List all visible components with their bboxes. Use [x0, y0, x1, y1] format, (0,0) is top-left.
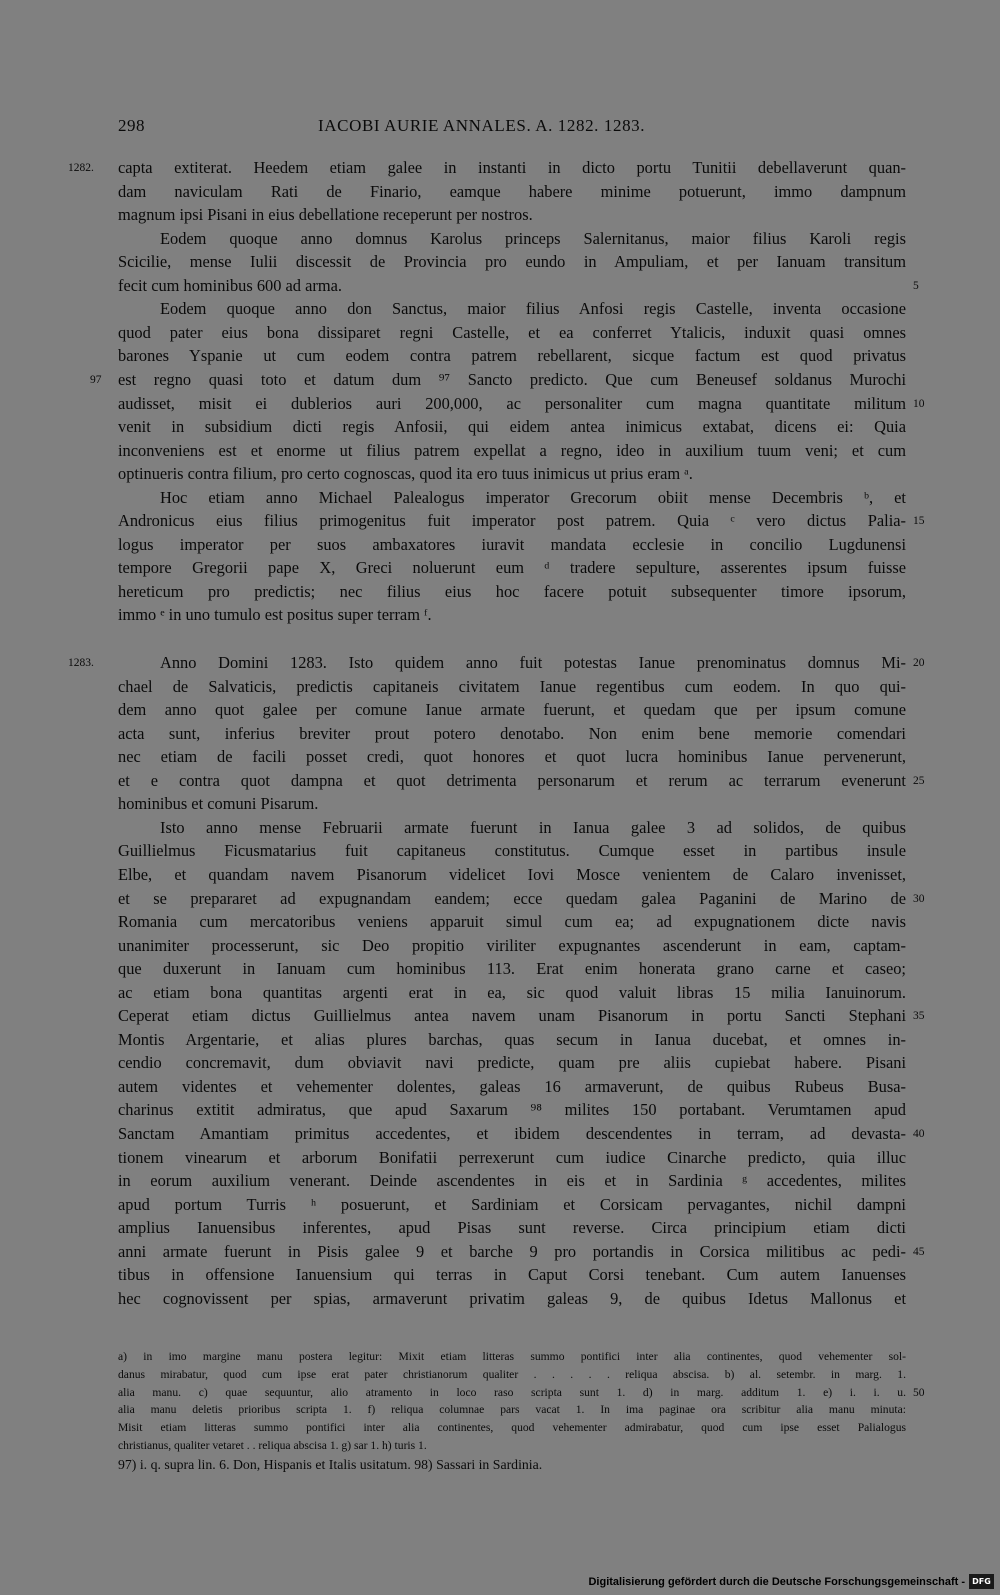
line-number: 10 [913, 397, 925, 410]
text-line: Isto anno mense Februarii armate fuerunt in Ianua galee 3 ad solidos, de quibus [160, 817, 906, 837]
text-line: Montis Argentarie, et alias plures barchas, quas secum in Ianua ducebat, et omnes in- [118, 1029, 906, 1049]
text-line: apud portum Turris ʰ posuerunt, et Sardiniam et Corsicam pervagantes, nichil dampni [118, 1194, 906, 1214]
year-marginal: 1282. [68, 162, 94, 174]
footer-credit: Digitalisierung gefördert durch die Deutsche Forschungsgemeinschaft - [588, 1576, 965, 1588]
line-number: 30 [913, 892, 925, 905]
editor-notes: 97) i. q. supra lin. 6. Don, Hispanis et Italis usitatum. 98) Sassari in Sardinia. [118, 1457, 543, 1472]
text-line: immo ᵉ in uno tumulo est positus super terram ᶠ. [118, 605, 432, 625]
text-line: quod pater eius bona dissiparet regni Castelle, et ea conferret Ytalicis, induxit quasi omnes [118, 322, 906, 342]
text-line: logus imperator per suos ambaxatores iuravit mandata ecclesie in concilio Lugdunensi [118, 534, 906, 554]
line-number: 40 [913, 1128, 925, 1140]
text-line: hec cognovissent per spias, armaverunt privatim galeas 9, de quibus Idetus Mallonus et [118, 1288, 906, 1308]
text-line: tionem vinearum et arborum Bonifatii perrexerunt cum iudice Cinarche predicto, quia illuc [118, 1147, 906, 1167]
footnote-line: Misit etiam litteras summo pontifici inter alia continentes, quod vehementer admirabatur, quod cum ipse esset Palialogus [118, 1421, 906, 1435]
text-line: dem anno quot galee per comune Ianue armate fuerunt, et quedam que per ipsum comune [118, 700, 906, 720]
text-line: Ceperat etiam dictus Guillielmus antea navem unam Pisanorum in portu Sancti Stephani [118, 1006, 906, 1026]
line-number: 25 [913, 774, 925, 787]
text-line: inconveniens est et enorme ut filius patrem expellat a regno, ideo in auxilium tuum veni; et cum [118, 440, 906, 460]
text-line: Eodem quoque anno don Sanctus, maior filius Anfosi regis Castelle, inventa occasione [160, 299, 906, 319]
line-number: 45 [913, 1245, 925, 1258]
dfg-logo-icon: DFG [969, 1574, 994, 1589]
line-number: 35 [913, 1010, 925, 1023]
text-line: Guillielmus Ficusmatarius fuit capitaneus constitutus. Cumque esset in partibus insule [118, 841, 906, 861]
running-title: IACOBI AURIE ANNALES. A. 1282. 1283. [318, 116, 646, 135]
footnote-line: alia manu. c) quae sequuntur, alio atramento in loco raso scripta sunt 1. d) in marg. additum 1. e) i. i. u. [118, 1385, 906, 1399]
text-line: Sanctam Amantiam primitus accedentes, et ibidem descendentes in terram, ad devasta- [118, 1124, 906, 1143]
text-line: dam naviculam Rati de Finario, eamque habere minime potuerunt, immo dampnum [118, 181, 906, 201]
line-number: 5 [913, 279, 919, 292]
year-marginal: 1283. [68, 657, 94, 669]
text-line: Elbe, et quandam navem Pisanorum videlicet Iovi Mosce venientem de Calaro invenisset, [118, 864, 906, 884]
text-line: capta extiterat. Heedem etiam galee in instanti in dicto portu Tunitii debellaverunt quan- [118, 158, 906, 177]
text-line: hominibus et comuni Pisarum. [118, 794, 319, 814]
text-line: ac etiam bona quantitas argenti erat in ea, sic quod valuit libras 15 milia Ianuinorum. [118, 982, 906, 1002]
text-line: autem videntes et vehementer dolentes, galeas 16 armaverunt, de quibus Rubeus Busa- [118, 1076, 906, 1096]
footnote-line: a) in imo margine manu postera legitur: Mixit etiam litteras summo pontifici inter alia continentes, quod vehementer sol- [118, 1350, 906, 1363]
text-line: et e contra quot dampna et quot detrimenta personarum et rerum ac terrarum evenerunt [118, 770, 906, 790]
text-line: chael de Salvaticis, predictis capitaneis civitatem Ianue regentibus cum eodem. In quo qui- [118, 676, 906, 696]
text-line: anni armate fuerunt in Pisis galee 9 et barche 9 pro portandis in Corsica militibus ac pedi- [118, 1241, 906, 1261]
footnote-line: danus mirabatur, quod cum ipse erat pater christianorum qualiter . . . . . reliqua abscisa. b) al. setembr. in marg. 1. [118, 1367, 906, 1381]
text-line: barones Yspanie ut cum eodem contra patrem rebellarent, sicque factum est quod privatus [118, 346, 906, 366]
text-line: cendio concremavit, dum obviavit navi predicte, quam pre aliis cupiebat habere. Pisani [118, 1053, 906, 1073]
line-number: 20 [913, 657, 925, 669]
page-header [118, 116, 888, 140]
text-line: audisset, misit ei dublerios auri 200,000, ac personaliter cum magna quantitate militum [118, 393, 906, 413]
text-line: tibus in offensione Ianuensium qui terras in Caput Corsi tenebant. Cum autem Ianuenses [118, 1265, 906, 1285]
footnote-line: christianus, qualiter vetaret . . reliqua abscisa 1. g) sar 1. h) turis 1. [118, 1439, 427, 1452]
text-line: in eorum auxilium venerant. Deinde ascendentes in eis et in Sardinia ᵍ accedentes, milites [118, 1171, 906, 1191]
text-line: charinus extitit admiratus, que apud Saxarum ⁹⁸ milites 150 portabant. Verumtamen apud [118, 1100, 906, 1120]
text-line: est regno quasi toto et datum dum ⁹⁷ Sancto predicto. Que cum Beneusef soldanus Murochi [118, 369, 906, 389]
text-line: Hoc etiam anno Michael Palealogus imperator Grecorum obiit mense Decembris ᵇ, et [160, 487, 906, 507]
text-line: Romania cum mercatoribus veniens apparuit simul cum ea; ad expugnationem dicte navis [118, 912, 906, 932]
text-line: unanimiter processerunt, sic Deo propitio viriliter expugnantes ascenderunt in eam, captam- [118, 935, 906, 955]
text-line: Scicilie, mense Iulii discessit de Provincia pro eundo in Ampuliam, et per Ianuam transitum [118, 252, 906, 272]
line-number: 50 [913, 1386, 925, 1399]
text-line: et se prepararet ad expugnandam eandem; ecce quedam galea Paganini de Marino de [118, 888, 906, 908]
text-line: hereticum pro predictis; nec filius eius hoc facere potuit subsequenter timore ipsorum, [118, 581, 906, 601]
text-line: magnum ipsi Pisani in eius debellatione receperunt per nostros. [118, 205, 533, 225]
text-line: nec etiam de facili posset credi, quot honores et quot lucra hominibus Ianue pervenerunt, [118, 747, 906, 767]
text-line: acta sunt, inferius breviter prout potero denotabo. Non enim bene memorie comendari [118, 723, 906, 743]
text-line: fecit cum hominibus 600 ad arma. [118, 275, 342, 295]
text-line: tempore Gregorii pape X, Greci noluerunt eum ᵈ tradere sepulture, asserentes ipsum fuisse [118, 558, 906, 578]
text-line: Eodem quoque anno domnus Karolus princeps Salernitanus, maior filius Karoli regis [160, 228, 906, 248]
footnote-line: alia manu deletis prioribus scripta 1. f) reliqua columnae pars vacat 1. In ima paginae ora scribitur alia manu minuta: [118, 1403, 906, 1417]
note-marginal: 97 [90, 373, 102, 386]
text-line: amplius Ianuensibus inferentes, apud Pisas sunt reverse. Circa principium etiam dicti [118, 1218, 906, 1238]
text-line: optinueris contra filium, pro certo cognoscas, quod ita ero tuus inimicus ut prius eram ᵃ. [118, 464, 693, 484]
page-number: 298 [118, 116, 145, 135]
text-line: que duxerunt in Ianuam cum hominibus 113. Erat enim honerata grano carne et caseo; [118, 959, 906, 979]
text-line: Anno Domini 1283. Isto quidem anno fuit potestas Ianue prenominatus domnus Mi- [160, 653, 906, 672]
line-number: 15 [913, 515, 925, 528]
text-line: Andronicus eius filius primogenitus fuit imperator post patrem. Quia ᶜ vero dictus Palia- [118, 511, 906, 531]
text-line: venit in subsidium dicti regis Anfosii, qui eidem antea inimicus extabat, dicens ei: Quia [118, 417, 906, 437]
